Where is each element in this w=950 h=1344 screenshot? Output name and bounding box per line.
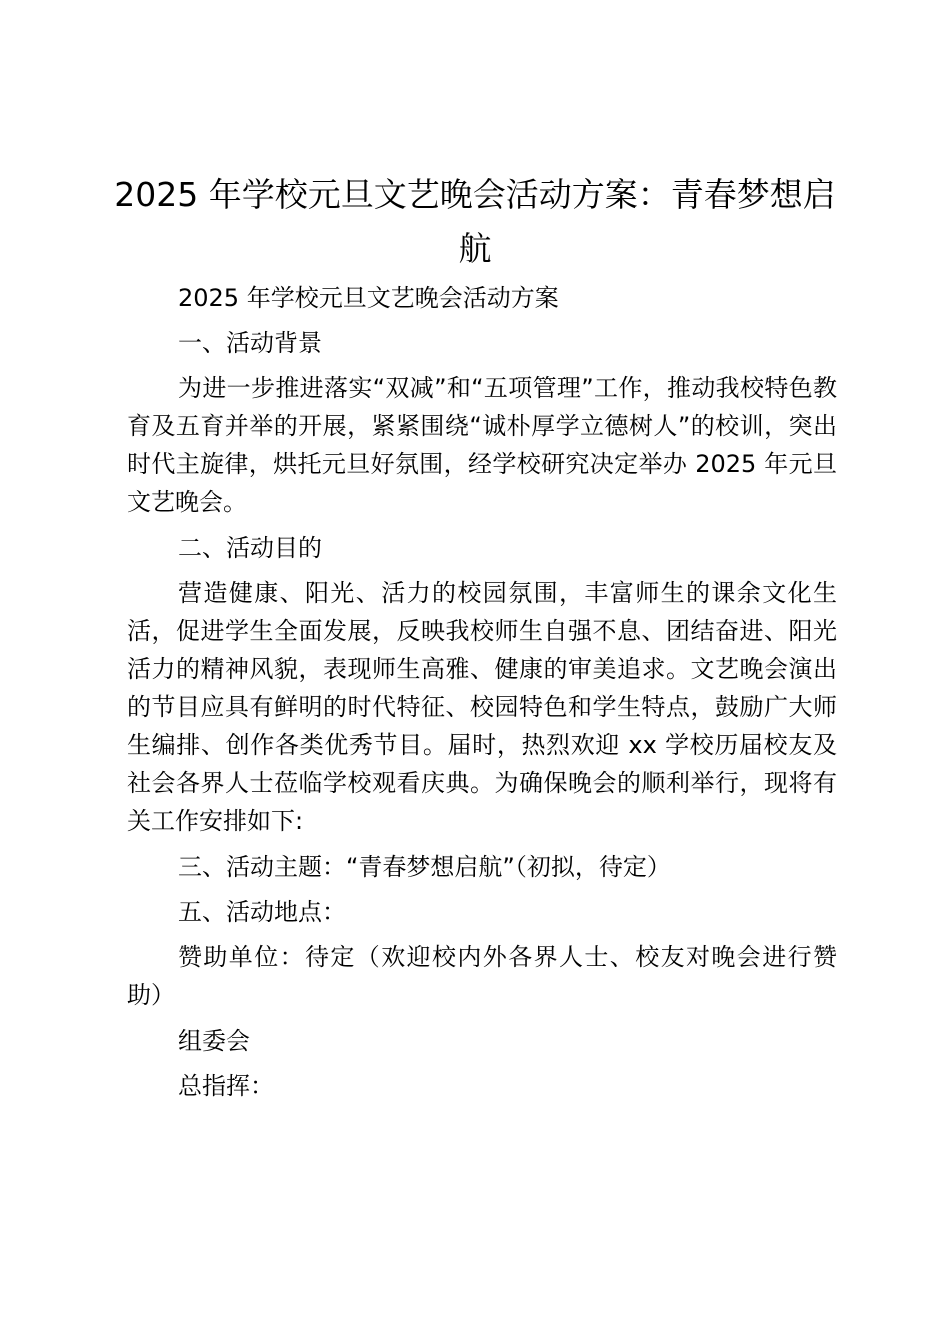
document-title: 2025 年学校元旦文艺晚会活动方案：青春梦想启航 <box>114 175 836 268</box>
purpose-paragraph: 营造健康、阳光、活力的校园氛围，丰富师生的课余文化生活，促进学生全面发展，反映我校师生自强不息、团结奋进、阳光活力的精神风貌，表现师生高雅、健康的审美追求。文艺晚会演出的节目应具有鲜明的时代特征、校园特色和学生特点，鼓励广大师生编排、创作各类优秀节目。届时，热烈欢迎 xx 学校历届校友及社会各界人士莅临学校观看庆典。为确保晚会的顺利举行，现将有关工作安排如下: <box>127 579 837 835</box>
sponsor-paragraph: 赞助单位：待定（欢迎校内外各界人士、校友对晚会进行赞助） <box>127 943 837 1009</box>
document-body <box>127 279 837 1112</box>
section-heading-background: 一、活动背景 <box>178 329 322 357</box>
section-heading-purpose: 二、活动目的 <box>178 534 322 562</box>
subtitle-paragraph: 2025 年学校元旦文艺晚会活动方案 <box>178 284 559 312</box>
section-heading-theme: 三、活动主题：“青春梦想启航”（初拟，待定） <box>178 853 671 881</box>
committee-heading: 组委会 <box>178 1027 250 1055</box>
commander-line: 总指挥： <box>178 1072 274 1100</box>
background-paragraph: 为进一步推进落实“双减”和“五项管理”工作，推动我校特色教育及五育并举的开展，紧紧围绕“诚朴厚学立德树人”的校训，突出时代主旋律，烘托元旦好氛围，经学校研究决定举办 2025 年元旦文艺晚会。 <box>127 374 837 516</box>
section-heading-location: 五、活动地点： <box>178 898 346 926</box>
